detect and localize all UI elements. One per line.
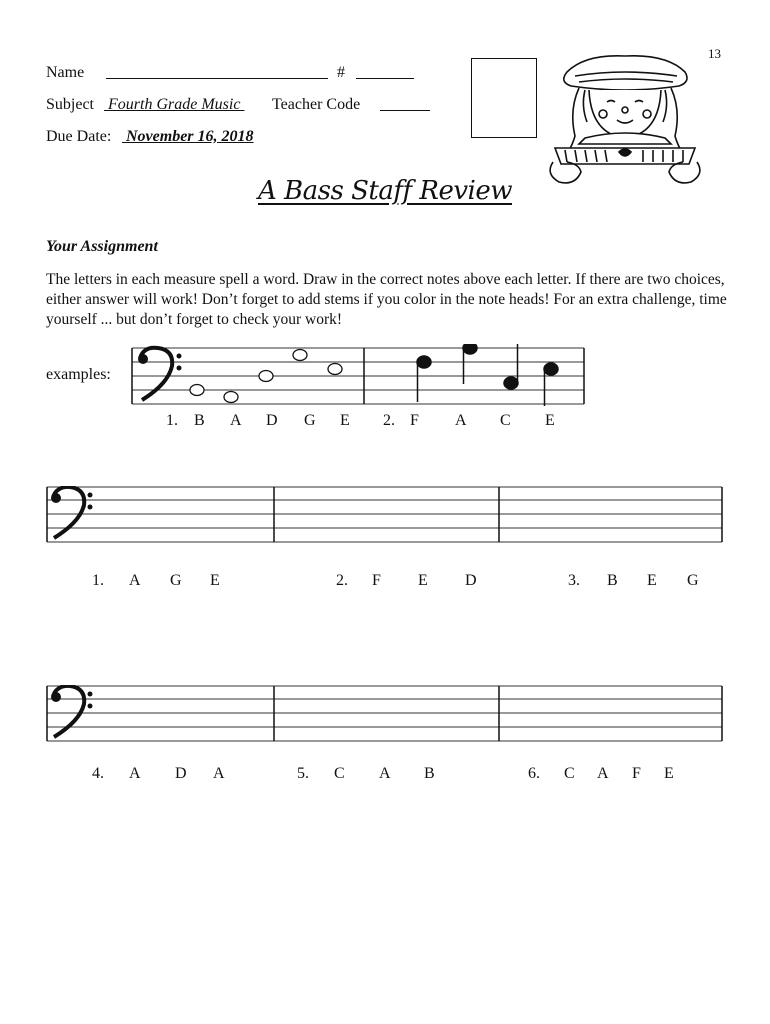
- letter: E: [340, 412, 350, 429]
- exercise-6-number: 6.: [528, 765, 540, 782]
- letter: A: [455, 412, 467, 429]
- letter: F: [410, 412, 419, 429]
- letter: A: [230, 412, 242, 429]
- exercise-2-number: 2.: [336, 572, 348, 589]
- subject-value: Fourth Grade Music: [108, 96, 241, 113]
- note-a2: [463, 344, 477, 354]
- teacher-code-field[interactable]: [380, 110, 430, 111]
- example-staff: [130, 344, 586, 410]
- letter: D: [465, 572, 477, 589]
- letter: A: [379, 765, 391, 782]
- page-number: 13: [708, 46, 721, 61]
- example-2-number: 2.: [383, 412, 395, 429]
- letter: A: [597, 765, 609, 782]
- exercise-1-number: 1.: [92, 572, 104, 589]
- bass-clef-icon: [51, 686, 93, 737]
- example-1-number: 1.: [166, 412, 178, 429]
- letter: D: [175, 765, 187, 782]
- letter: D: [266, 412, 278, 429]
- letter: F: [632, 765, 641, 782]
- letter: G: [170, 572, 182, 589]
- number-label: #: [337, 64, 345, 81]
- page-title: A Bass Staff Review: [258, 176, 512, 206]
- letter: E: [647, 572, 657, 589]
- letter: G: [687, 572, 699, 589]
- score-box[interactable]: [471, 58, 537, 138]
- letter: E: [418, 572, 428, 589]
- note-f: [417, 356, 431, 368]
- note-a: [224, 392, 238, 403]
- exercise-5-number: 5.: [297, 765, 309, 782]
- name-label: Name: [46, 64, 85, 81]
- letter: C: [334, 765, 345, 782]
- teacher-code-label: Teacher Code: [272, 96, 361, 113]
- letter: E: [664, 765, 674, 782]
- note-b: [190, 385, 204, 396]
- name-field[interactable]: [106, 78, 328, 79]
- examples-label: examples:: [46, 366, 111, 383]
- note-e: [328, 364, 342, 375]
- exercise-staff-2[interactable]: [46, 685, 724, 745]
- letter: A: [129, 765, 141, 782]
- letter: B: [607, 572, 618, 589]
- bass-clef-icon: [138, 348, 182, 400]
- letter: C: [500, 412, 511, 429]
- number-field[interactable]: [356, 78, 414, 79]
- due-date-value: November 16, 2018: [126, 128, 254, 145]
- note-g: [293, 350, 307, 361]
- letter: A: [213, 765, 225, 782]
- assignment-heading: Your Assignment: [46, 238, 158, 255]
- letter: B: [194, 412, 205, 429]
- subject-label: Subject: [46, 96, 94, 113]
- bass-clef-icon: [51, 487, 93, 538]
- note-d: [259, 371, 273, 382]
- exercise-staff-1[interactable]: [46, 486, 724, 546]
- letter: G: [304, 412, 316, 429]
- exercise-4-number: 4.: [92, 765, 104, 782]
- assignment-instructions: The letters in each measure spell a word. Draw in the correct notes above each letter. If there are two choices, either answer will work! Don’t forget to add stems if you color in the note heads! For an extra challenge, time yourself ... but don’t forget to check your work!: [46, 271, 727, 328]
- letter: E: [545, 412, 555, 429]
- note-e2: [544, 363, 558, 375]
- letter: C: [564, 765, 575, 782]
- note-c: [504, 377, 518, 389]
- due-date-label: Due Date:: [46, 128, 112, 145]
- exercise-3-number: 3.: [568, 572, 580, 589]
- girl-with-pie-illustration: [545, 50, 705, 190]
- letter: A: [129, 572, 141, 589]
- letter: E: [210, 572, 220, 589]
- letter: B: [424, 765, 435, 782]
- letter: F: [372, 572, 381, 589]
